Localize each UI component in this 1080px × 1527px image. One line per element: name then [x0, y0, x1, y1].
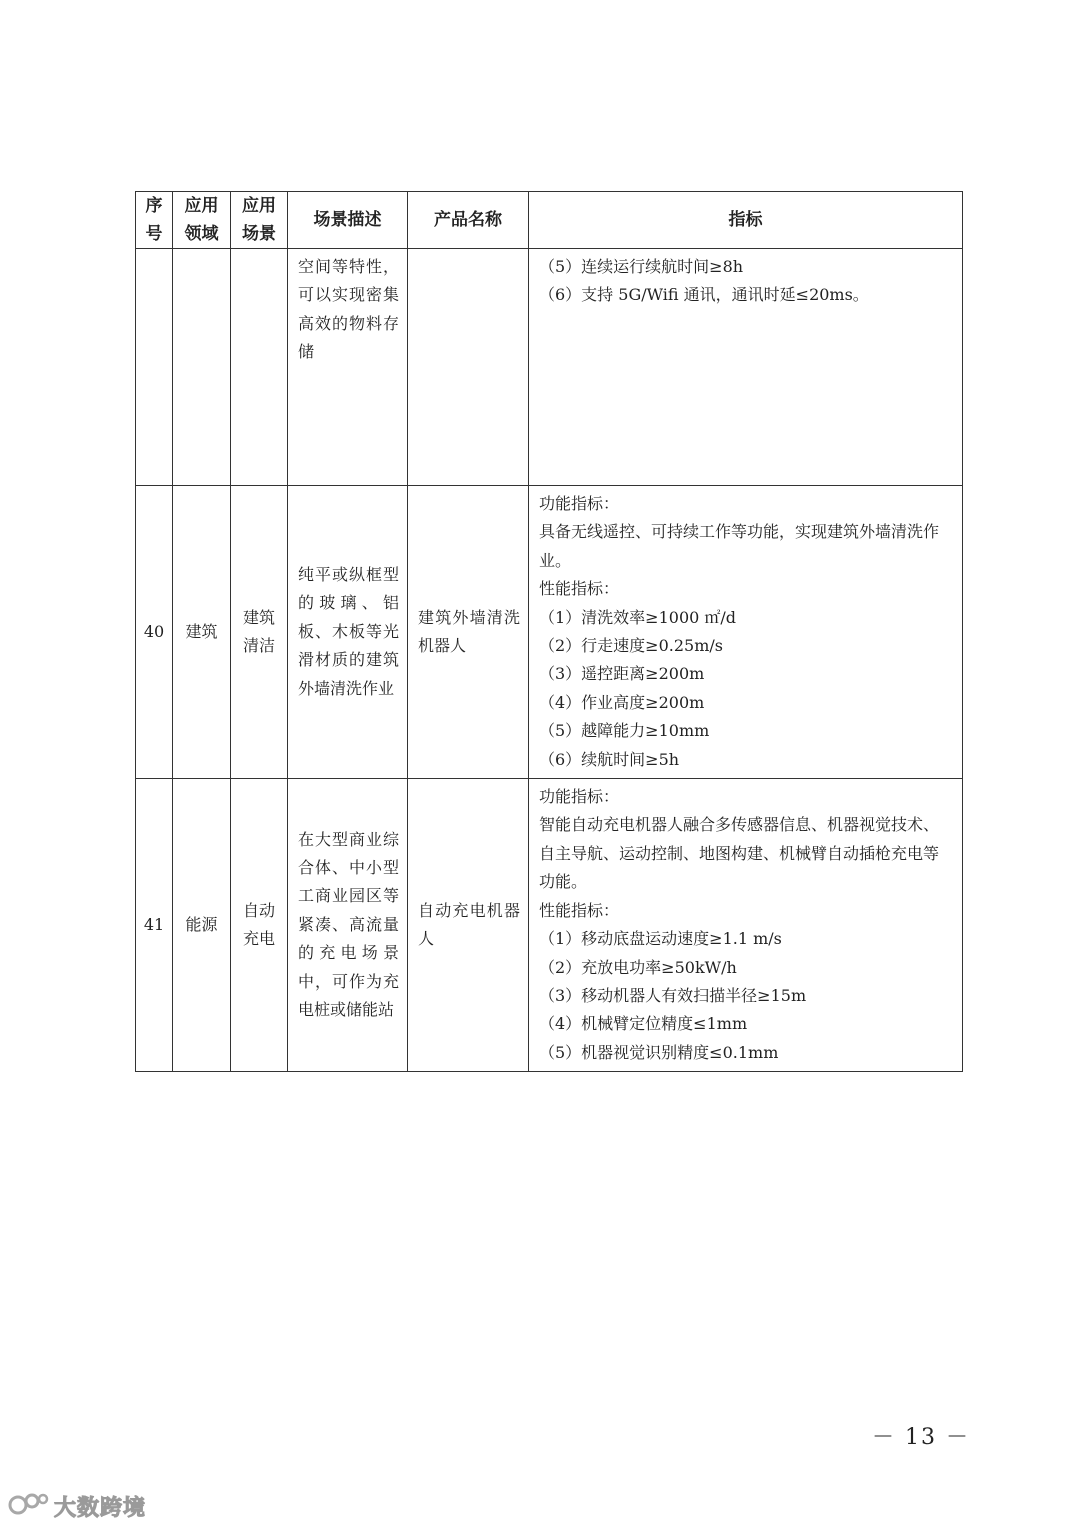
watermark-logo-icon: [8, 1489, 50, 1523]
row-field: [173, 249, 231, 486]
table-header-row: [136, 192, 963, 249]
indicator-line: 智能自动充电机器人融合多传感器信息、机器视觉技术、自主导航、运动控制、地图构建、机械臂自动插枪充电等功能。: [539, 815, 940, 892]
table-row: [136, 779, 963, 1072]
indicator-line: （2）充放电功率≥50kW/h: [539, 957, 737, 977]
row-scene: 自动 充电: [231, 779, 288, 1072]
row-description: 纯平或纵框型的玻璃、铝板、木板等光滑材质的建筑外墙清洗作业: [288, 486, 408, 779]
indicator-line: 性能指标：: [539, 900, 620, 920]
indicator-line: （5）机器视觉识别精度≤0.1mm: [539, 1042, 779, 1062]
row-product: [408, 249, 529, 486]
indicator-line: （2）行走速度≥0.25m/s: [539, 636, 723, 656]
indicator-line: （3）移动机器人有效扫描半径≥15m: [539, 985, 807, 1005]
indicator-line: （6）续航时间≥5h: [539, 749, 680, 769]
row-indicators: [529, 486, 963, 779]
indicator-line: 功能指标：: [539, 787, 620, 807]
row-no: 40: [136, 486, 173, 779]
header-field: 应用 领域: [173, 192, 231, 249]
indicator-line: （1）移动底盘运动速度≥1.1 m/s: [539, 929, 782, 949]
indicator-line: 性能指标：: [539, 579, 620, 599]
indicator-line: 具备无线遥控、可持续工作等功能，实现建筑外墙清洗作业。: [539, 522, 940, 570]
row-no: [136, 249, 173, 486]
indicator-line: （6）支持 5G/Wifi 通讯，通讯时延≤20ms。: [539, 285, 869, 305]
page-number: － 13 －: [872, 1425, 970, 1450]
indicator-table: [135, 191, 963, 1072]
row-scene: [231, 249, 288, 486]
indicator-line: （4）作业高度≥200m: [539, 692, 705, 712]
row-product: 自动充电机器人: [408, 779, 529, 1072]
indicator-line: （1）清洗效率≥1000 ㎡/d: [539, 607, 737, 627]
row-indicators: [529, 249, 963, 486]
indicator-line: （5）越障能力≥10mm: [539, 721, 710, 741]
table-row: [136, 249, 963, 486]
header-description: 场景描述: [288, 192, 408, 249]
watermark: [8, 1488, 146, 1524]
row-product: 建筑外墙清洗机器人: [408, 486, 529, 779]
row-no: 41: [136, 779, 173, 1072]
row-scene: 建筑 清洁: [231, 486, 288, 779]
header-product: 产品名称: [408, 192, 529, 249]
indicator-line: 功能指标：: [539, 494, 620, 513]
table-row: [136, 486, 963, 779]
row-description: 空间等特性，可以实现密集高效的物料存储: [288, 249, 408, 486]
row-description: 在大型商业综合体、中小型工商业园区等紧凑、高流量的充电场景中，可作为充电桩或储能站: [288, 779, 408, 1072]
header-indicators: 指标: [529, 192, 963, 249]
header-scene: 应用 场景: [231, 192, 288, 249]
indicator-line: （5）连续运行续航时间≥8h: [539, 257, 744, 276]
row-indicators: [529, 779, 963, 1072]
indicator-line: （4）机械臂定位精度≤1mm: [539, 1014, 748, 1034]
indicator-line: （3）遥控距离≥200m: [539, 664, 705, 684]
header-no: 序 号: [136, 192, 173, 249]
row-field: 建筑: [173, 486, 231, 779]
row-field: 能源: [173, 779, 231, 1072]
watermark-text: 大数跨境: [54, 1495, 147, 1521]
